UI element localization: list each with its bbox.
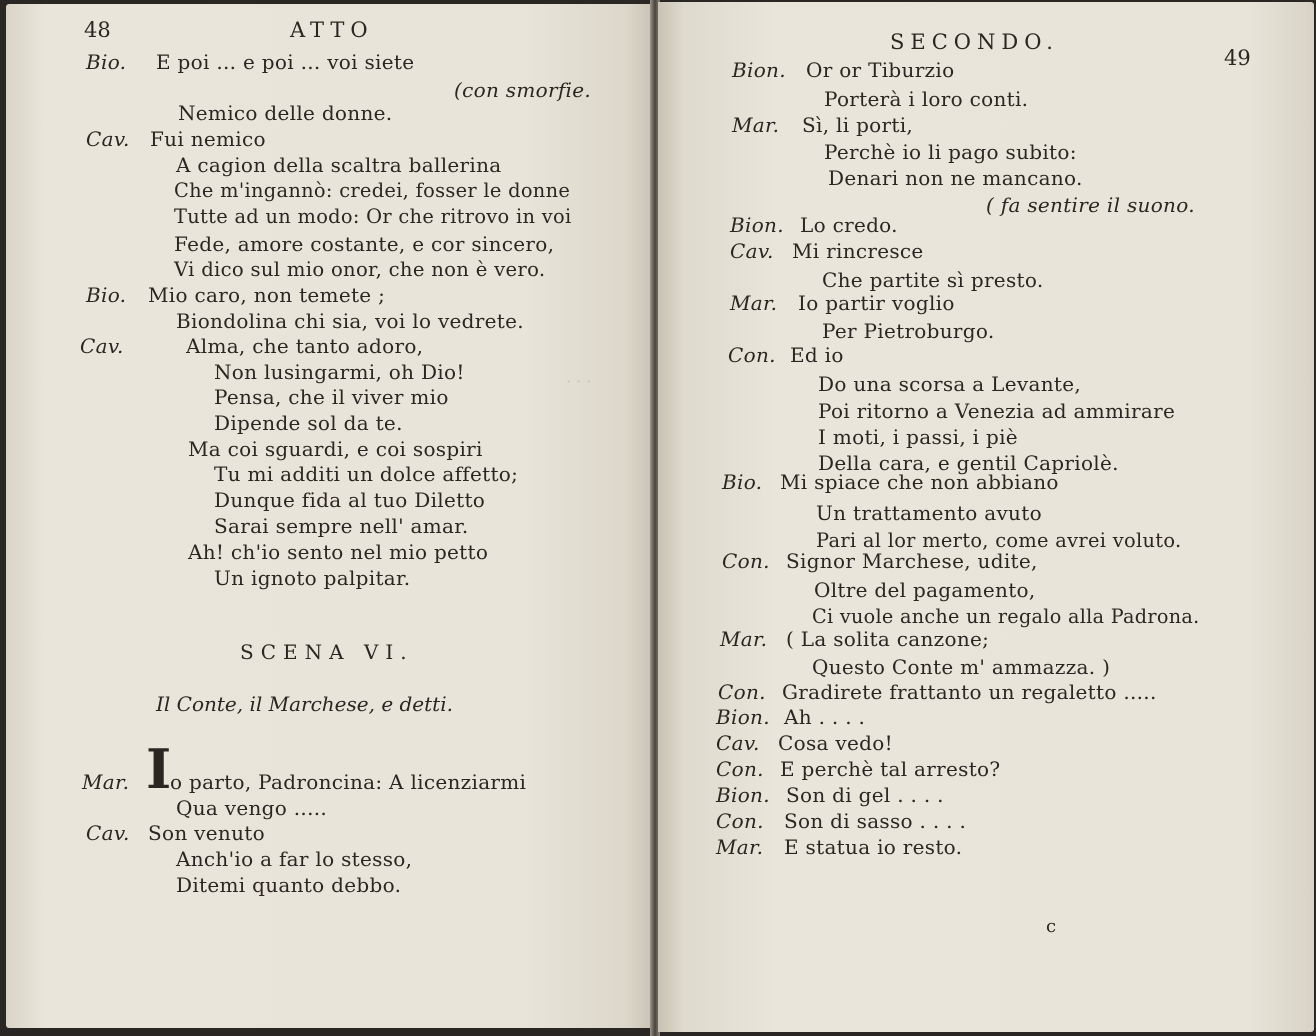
- scene-title: SCENA VI.: [240, 640, 414, 664]
- page-number-left: 48: [84, 18, 111, 42]
- dialogue-line: Perchè io li pago subito:: [824, 140, 1077, 164]
- line-text: Fui nemico: [150, 127, 266, 151]
- dialogue-line: Pari al lor merto, come avrei voluto.: [816, 529, 1182, 552]
- line-text: Cosa vedo!: [778, 731, 893, 755]
- dialogue-line: I moti, i passi, i piè: [818, 425, 1018, 449]
- line-text: Mi rincresce: [792, 239, 924, 263]
- dialogue-line: Ci vuole anche un regalo alla Padrona.: [812, 605, 1200, 628]
- speaker-label: Con.: [718, 680, 766, 704]
- line-text: ( La solita canzone;: [786, 627, 990, 651]
- speaker-label: Mar.: [82, 770, 130, 794]
- dialogue-line: Dunque fida al tuo Diletto: [214, 488, 486, 512]
- speaker-label: Bio.: [722, 470, 763, 494]
- dialogue-line: Della cara, e gentil Capriolè.: [818, 451, 1119, 475]
- dialogue-line: Questo Conte m' ammazza. ): [812, 655, 1111, 679]
- dialogue-line: Poi ritorno a Venezia ad ammirare: [818, 399, 1176, 423]
- speaker-label: Bio.: [86, 283, 127, 307]
- speaker-label: Mar.: [720, 627, 768, 651]
- scene-subtitle: Il Conte, il Marchese, e detti.: [156, 692, 453, 716]
- dialogue-line: Do una scorsa a Levante,: [818, 372, 1082, 396]
- speaker-label: Con.: [722, 549, 770, 573]
- dialogue-line: Sarai sempre nell' amar.: [214, 514, 469, 538]
- speaker-label: Mar.: [730, 291, 778, 315]
- dialogue-line: Ah! ch'io sento nel mio petto: [188, 540, 489, 564]
- drop-cap: I: [146, 737, 172, 801]
- speaker-label: Bio.: [86, 50, 127, 74]
- speaker-label: Con.: [716, 757, 764, 781]
- signature-mark: c: [1046, 916, 1057, 937]
- dialogue-line: A cagion della scaltra ballerina: [176, 153, 502, 177]
- dialogue-line: Oltre del pagamento,: [814, 578, 1036, 602]
- line-text: Mi spiace che non abbiano: [780, 470, 1059, 494]
- speaker-label: Cav.: [716, 731, 760, 755]
- dialogue-line: Non lusingarmi, oh Dio!: [214, 360, 465, 384]
- speaker-label: Bion.: [716, 705, 770, 729]
- line-text: o parto, Padroncina: A licenziarmi: [170, 770, 527, 794]
- dialogue-line: Pensa, che il viver mio: [214, 385, 449, 409]
- dialogue-line: Per Pietroburgo.: [822, 319, 995, 343]
- line-text: Ed io: [790, 343, 844, 367]
- dialogue-line: Un ignoto palpitar.: [214, 566, 411, 590]
- line-text: Ah . . . .: [784, 705, 866, 729]
- speaker-label: Cav.: [80, 334, 124, 358]
- page-number-right: 49: [1224, 46, 1251, 70]
- line-text: Io partir voglio: [798, 291, 955, 315]
- dialogue-line: Tutte ad un modo: Or che ritrovo in voi: [174, 205, 572, 228]
- line-text: Son venuto: [148, 821, 265, 845]
- speaker-label: Cav.: [86, 821, 130, 845]
- speaker-label: Con.: [716, 809, 764, 833]
- right-page: [658, 2, 1314, 1032]
- dialogue-line: Porterà i loro conti.: [824, 87, 1029, 111]
- line-text: Alma, che tanto adoro,: [186, 334, 424, 358]
- line-text: Or or Tiburzio: [806, 58, 955, 82]
- speaker-label: Bion.: [732, 58, 786, 82]
- dialogue-line: Tu mi additi un dolce affetto;: [214, 462, 519, 486]
- dialogue-line: Biondolina chi sia, voi lo vedrete.: [176, 309, 524, 333]
- line-text: E perchè tal arresto?: [780, 757, 1001, 781]
- dialogue-line: Ma coi sguardi, e coi sospiri: [188, 437, 483, 461]
- dialogue-line: Fede, amore costante, e cor sincero,: [174, 232, 555, 256]
- line-text: Gradirete frattanto un regaletto .....: [782, 680, 1157, 704]
- speaker-label: Mar.: [716, 835, 764, 859]
- running-head-left: ATTO: [290, 18, 374, 42]
- show-through-mark: · · ·: [566, 372, 592, 391]
- speaker-label: Con.: [728, 343, 776, 367]
- stage-direction: (con smorfie.: [454, 78, 592, 102]
- line-text: Son di gel . . . .: [786, 783, 944, 807]
- line-text: E poi ... e poi ... voi siete: [156, 50, 415, 74]
- dialogue-line: Denari non ne mancano.: [828, 166, 1083, 190]
- speaker-label: Cav.: [730, 239, 774, 263]
- line-text: Mio caro, non temete ;: [148, 283, 386, 307]
- dialogue-line: Dipende sol da te.: [214, 411, 403, 435]
- dialogue-line: Ditemi quanto debbo.: [176, 873, 402, 897]
- line-text: E statua io resto.: [784, 835, 963, 859]
- dialogue-line: Vi dico sul mio onor, che non è vero.: [174, 258, 546, 281]
- line-text: Sì, li porti,: [802, 113, 914, 137]
- line-text: Lo credo.: [800, 213, 898, 237]
- speaker-label: Bion.: [730, 213, 784, 237]
- dialogue-line: Anch'io a far lo stesso,: [176, 847, 413, 871]
- dialogue-line: Che partite sì presto.: [822, 268, 1044, 292]
- left-page: [6, 4, 652, 1028]
- running-head-right: SECONDO.: [890, 30, 1059, 54]
- dialogue-line: Nemico delle donne.: [178, 101, 393, 125]
- line-text: Son di sasso . . . .: [784, 809, 967, 833]
- speaker-label: Mar.: [732, 113, 780, 137]
- speaker-label: Bion.: [716, 783, 770, 807]
- dialogue-line: Un trattamento avuto: [816, 501, 1042, 525]
- stage-direction: ( fa sentire il suono.: [986, 193, 1195, 217]
- dialogue-line: Qua vengo .....: [176, 796, 328, 820]
- speaker-label: Cav.: [86, 127, 130, 151]
- line-text: Signor Marchese, udite,: [786, 549, 1038, 573]
- dialogue-line: Che m'ingannò: credei, fosser le donne: [174, 179, 571, 202]
